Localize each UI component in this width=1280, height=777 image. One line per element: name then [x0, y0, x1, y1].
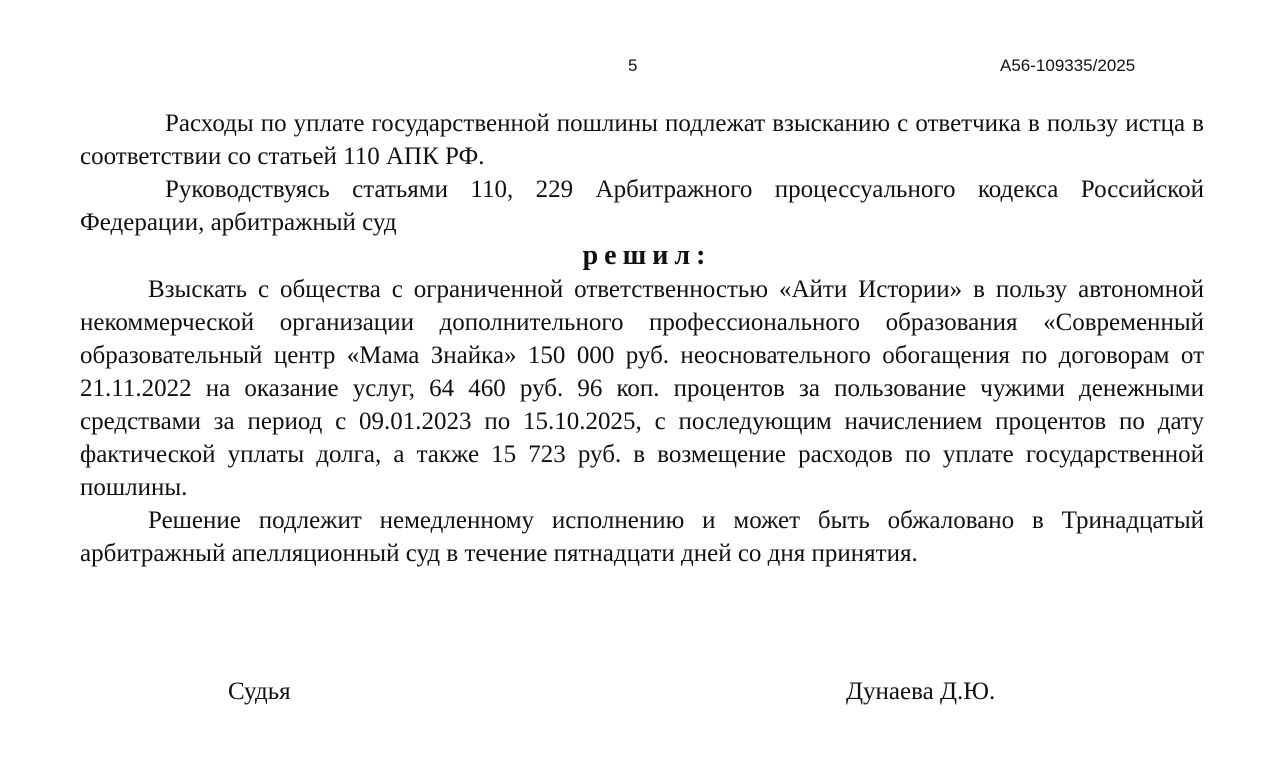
- document-body: [80, 107, 1204, 570]
- page-number: 5: [628, 56, 638, 75]
- judge-name: Дунаева Д.Ю.: [846, 678, 996, 705]
- judge-title: Судья: [228, 678, 291, 705]
- paragraph-ruling: Взыскать с общества с ограниченной ответственностью «Айти Истории» в пользу автономной некоммерческой организации дополнительного профессионального образования «Современный образовательный центр «Мама Знайка» 150 000 руб. неосновательного обогащения по договорам от 21.11.2022 на оказание услуг, 64 460 руб. 96 коп. процентов за пользование чужими денежными средствами за период с 09.01.2023 по 15.10.2025, с последующим начислением процентов по дату фактической уплаты долга, а также 15 723 руб. в возмещение расходов по уплате государственной пошлины.: [80, 276, 1204, 501]
- paragraph-legal-basis: Руководствуясь статьями 110, 229 Арбитражного процессуального кодекса Российской Федерации, арбитражный суд: [80, 176, 1204, 236]
- paragraph-appeal: Решение подлежит немедленному исполнению и может быть обжаловано в Тринадцатый арбитражный апелляционный суд в течение пятнадцати дней со дня принятия.: [80, 507, 1204, 567]
- case-number: А56-109335/2025: [1000, 56, 1136, 75]
- decision-heading: решил:: [582, 240, 712, 271]
- paragraph-court-fee: Расходы по уплате государственной пошлины подлежат взысканию с ответчика в пользу истца в соответствии со статьей 110 АПК РФ.: [80, 110, 1204, 170]
